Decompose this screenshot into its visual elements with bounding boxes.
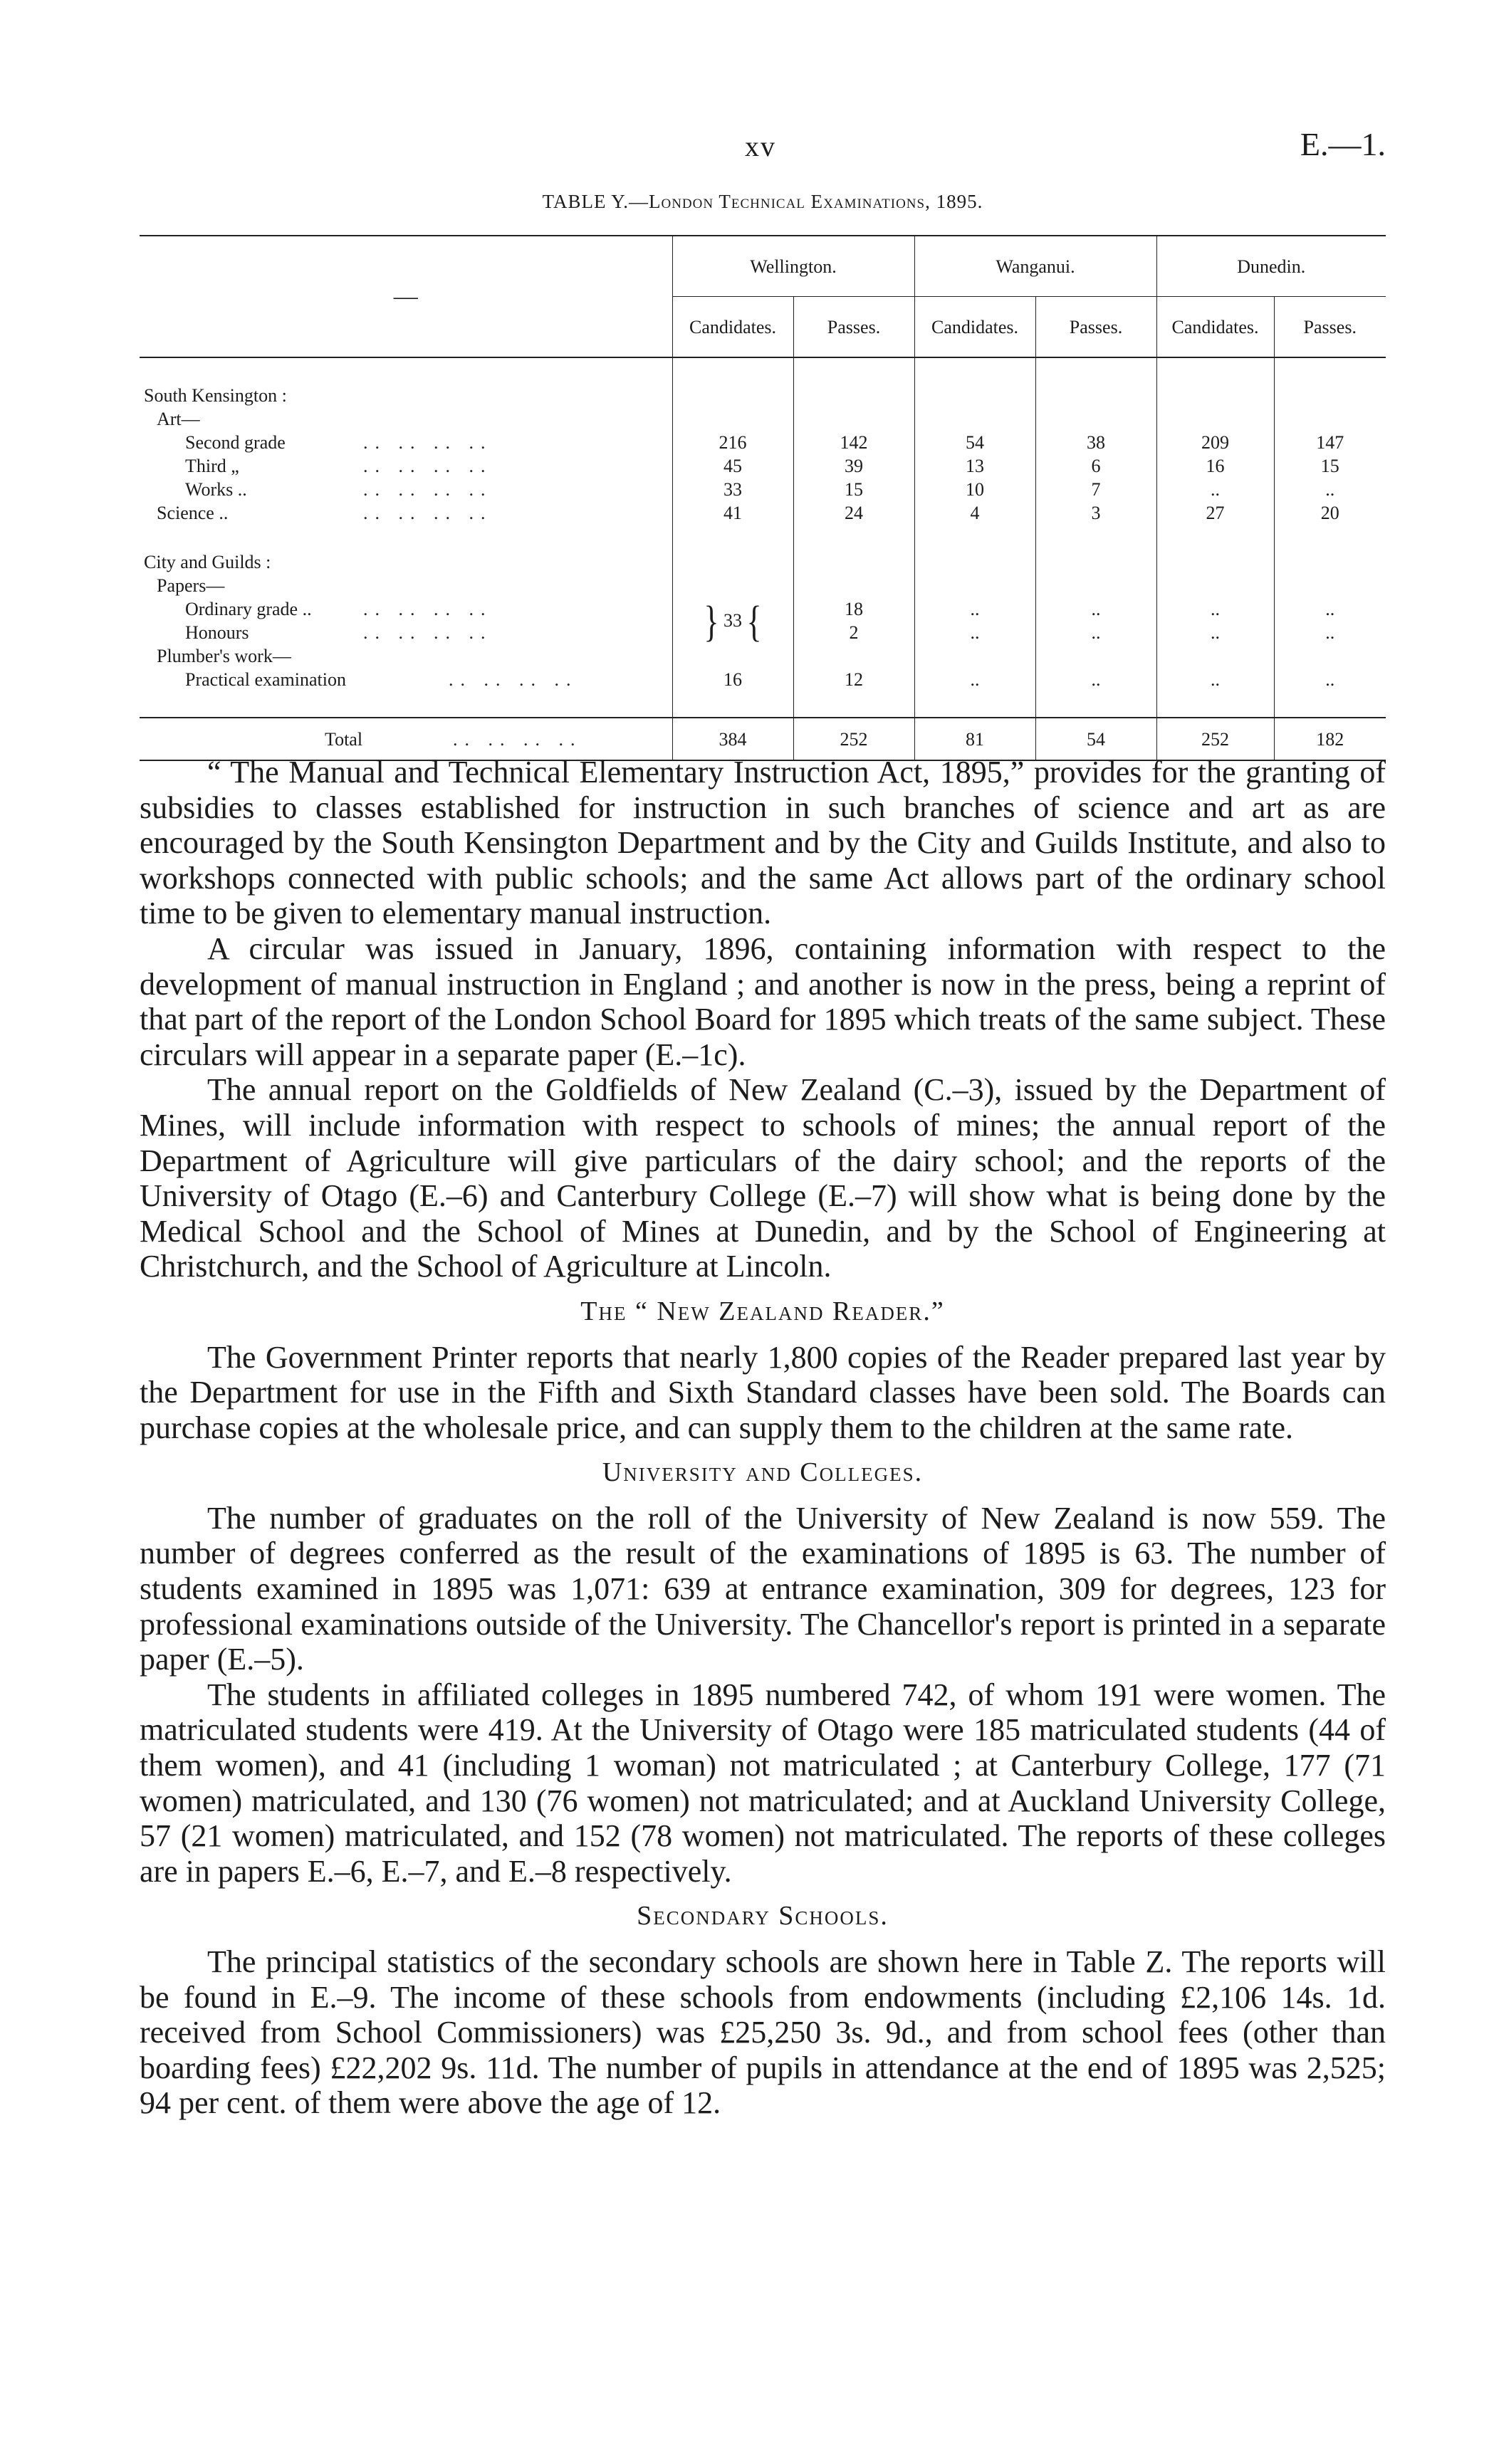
- stub-header: —: [140, 236, 672, 357]
- body-text: [140, 755, 1386, 2121]
- table-row: [140, 644, 1386, 668]
- table-cell: 54: [1035, 718, 1156, 760]
- table-row: [140, 431, 1386, 454]
- section-heading: The “ New Zealand Reader.”: [580, 1296, 945, 1326]
- brace-icon: }: [704, 597, 719, 646]
- table-cell: ..: [914, 597, 1035, 621]
- table-row: [140, 478, 1386, 501]
- table-cell: 54: [914, 431, 1035, 454]
- group-wellington: Wellington.: [672, 236, 914, 297]
- table-cell: 7: [1035, 478, 1156, 501]
- table-cell: ..: [1156, 478, 1274, 501]
- table-cell: ..: [1156, 668, 1274, 691]
- table-cell: 10: [914, 478, 1035, 501]
- row-label: Practical examination: [185, 669, 346, 690]
- table-cell: 6: [1035, 454, 1156, 478]
- table-cell: 12: [793, 668, 914, 691]
- col-header: Candidates.: [1156, 297, 1274, 358]
- section-heading: University and Colleges.: [602, 1457, 924, 1488]
- paragraph: “ The Manual and Technical Elementary Instruction Act, 1895,” provides for the granting of subsidies to classes established for instruction in such branches of science and art as are encouraged by the South Kensington Department and by the City and Guilds Institute, and also to workshops connected with public schools; and the same Act allows part of the ordinary school time to be given to elementary manual instruction.: [140, 755, 1386, 931]
- table-cell: 252: [793, 718, 914, 760]
- row-label: Total: [325, 728, 363, 750]
- table-cell: 209: [1156, 431, 1274, 454]
- table-cell: 38: [1035, 431, 1156, 454]
- brace-icon: {: [746, 597, 762, 646]
- table-cell: 182: [1274, 718, 1386, 760]
- paragraph: The annual report on the Goldfields of New Zealand (C.–3), issued by the Department of Mines, will include information with respect to schools of mines; the annual report of the Department of Agriculture will give particulars of the dairy school; and the reports of the University of Otago (E.–6) and Canterbury College (E.–7) will show what is being done by the Medical School and the School of Mines at Dunedin, and by the School of Engineering at Christchurch, and the School of Agriculture at Lincoln.: [140, 1072, 1386, 1284]
- row-label: Art—: [157, 409, 200, 429]
- table-cell: 216: [672, 431, 793, 454]
- table-row: [140, 501, 1386, 525]
- col-header: Passes.: [1035, 297, 1156, 358]
- table-cell: 15: [793, 478, 914, 501]
- table-row-total: [140, 718, 1386, 760]
- row-label: Science ..: [157, 503, 229, 523]
- table-row: [140, 384, 1386, 407]
- table-title-prefix: TABLE Y.—: [542, 191, 649, 212]
- leader-dots: .. .. .. ..: [363, 503, 493, 523]
- table-cell: 16: [1156, 454, 1274, 478]
- table-row: [140, 668, 1386, 691]
- table-cell: 18: [793, 597, 914, 621]
- leader-dots: .. .. .. ..: [449, 669, 578, 690]
- paragraph: The number of graduates on the roll of the University of New Zealand is now 559. The number of degrees conferred as the result of the examinations of 1895 is 63. The number of students examined in 1895 was 1,071: 639 at entrance examination, 309 for degrees, 123 for professional examinations outside of the University. The Chancellor's report is printed in a separate paper (E.–5).: [140, 1500, 1386, 1677]
- table-cell: ..: [914, 621, 1035, 644]
- row-label: Works ..: [185, 479, 247, 500]
- table-cell: ..: [1156, 597, 1274, 621]
- row-label: Ordinary grade ..: [185, 599, 312, 619]
- table-cell: ..: [1274, 478, 1386, 501]
- row-label: Plumber's work—: [157, 646, 291, 666]
- table-cell: 45: [672, 454, 793, 478]
- table-row: [140, 550, 1386, 574]
- table-cell: ..: [1274, 621, 1386, 644]
- table-cell: 41: [672, 501, 793, 525]
- table-cell: 24: [793, 501, 914, 525]
- table-title-main: London Technical Examinations, 1895.: [649, 191, 983, 212]
- leader-dots: .. .. .. ..: [363, 599, 493, 619]
- table-cell: ..: [1156, 621, 1274, 644]
- table-cell: 384: [672, 718, 793, 760]
- table-cell: ..: [1035, 597, 1156, 621]
- group-wanganui: Wanganui.: [914, 236, 1156, 297]
- table-row: [140, 407, 1386, 431]
- table-cell: 147: [1274, 431, 1386, 454]
- table-cell: ..: [914, 668, 1035, 691]
- row-label: Papers—: [157, 575, 225, 596]
- table-cell: ..: [1035, 668, 1156, 691]
- row-label: Second grade: [185, 432, 286, 453]
- page-number: xv: [745, 130, 776, 162]
- paragraph: The principal statistics of the secondary schools are shown here in Table Z. The reports will be found in E.–9. The income of these schools from endowments (including £2,106 14s. 1d. received from School Commissioners) was £25,250 3s. 9d., and from school fees (other than boarding fees) £22,202 9s. 11d. The number of pupils in attendance at the end of 1895 was 2,525; 94 per cent. of them were above the age of 12.: [140, 1944, 1386, 2121]
- leader-dots: .. .. .. ..: [363, 622, 493, 643]
- leader-dots: .. .. .. ..: [363, 456, 493, 476]
- leader-dots: .. .. .. ..: [363, 479, 493, 500]
- section-heading: Secondary Schools.: [637, 1901, 889, 1931]
- document-reference: E.—1.: [1300, 126, 1386, 162]
- table-row: [140, 574, 1386, 597]
- table-cell: 81: [914, 718, 1035, 760]
- row-label: South Kensington :: [144, 385, 287, 406]
- table-title: [140, 191, 1386, 213]
- col-header: Passes.: [793, 297, 914, 358]
- col-header: Passes.: [1274, 297, 1386, 358]
- table-cell: 33: [723, 609, 742, 631]
- row-label: City and Guilds :: [144, 552, 271, 572]
- leader-dots: .. .. .. ..: [363, 432, 493, 453]
- table-cell: 13: [914, 454, 1035, 478]
- col-header: Candidates.: [672, 297, 793, 358]
- table-cell: 20: [1274, 501, 1386, 525]
- table-cell: 15: [1274, 454, 1386, 478]
- table-cell: 4: [914, 501, 1035, 525]
- table-row: [140, 597, 1386, 621]
- table-cell: ..: [1274, 668, 1386, 691]
- table-cell: 33: [672, 478, 793, 501]
- row-label: Honours: [185, 622, 249, 643]
- table-cell: 252: [1156, 718, 1274, 760]
- table-cell: ..: [1035, 621, 1156, 644]
- table-cell: 3: [1035, 501, 1156, 525]
- paragraph: A circular was issued in January, 1896, containing information with respect to the development of manual instruction in England ; and another is now in the press, being a reprint of that part of the report of the London School Board for 1895 which treats of the same subject. These circulars will appear in a separate paper (E.–1c).: [140, 930, 1386, 1072]
- table-cell: ..: [1274, 597, 1386, 621]
- col-header: Candidates.: [914, 297, 1035, 358]
- table-cell: 39: [793, 454, 914, 478]
- paragraph: The students in affiliated colleges in 1895 numbered 742, of whom 191 were women. The matriculated students were 419. At the University of Otago were 185 matriculated students (44 of them women), and 41 (including 1 woman) not matriculated ; at Canterbury College, 177 (71 women) matriculated, and 130 (76 women) not matriculated; and at Auckland University College, 57 (21 women) matriculated, and 152 (78 women) not matriculated. The reports of these colleges are in papers E.–6, E.–7, and E.–8 respectively.: [140, 1677, 1386, 1889]
- exam-table: [140, 235, 1386, 761]
- leader-dots: .. .. .. ..: [453, 728, 582, 750]
- table-cell: 16: [672, 668, 793, 691]
- paragraph: The Government Printer reports that nearly 1,800 copies of the Reader prepared last year by the Department for use in the Fifth and Sixth Standard classes have been sold. The Boards can purchase copies at the wholesale price, and can supply them to the children at the same rate.: [140, 1339, 1386, 1445]
- group-dunedin: Dunedin.: [1156, 236, 1386, 297]
- table-cell: 142: [793, 431, 914, 454]
- table-cell: 2: [793, 621, 914, 644]
- table-cell: 27: [1156, 501, 1274, 525]
- table-row: [140, 454, 1386, 478]
- row-label: Third „: [185, 456, 239, 476]
